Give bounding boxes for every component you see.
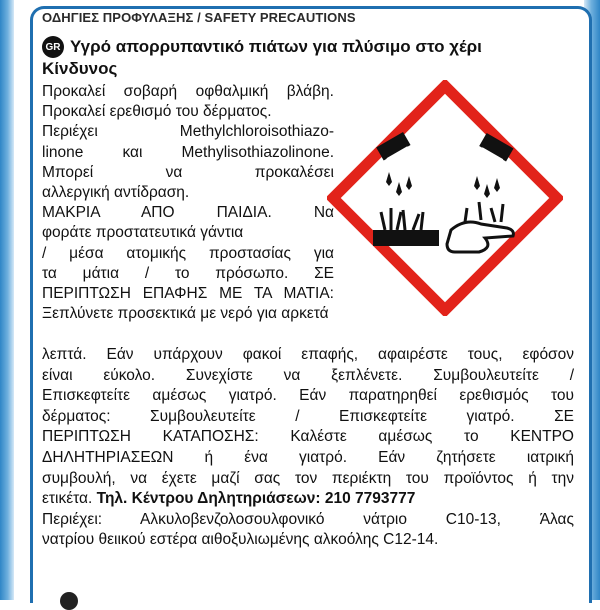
text-line: linone και Methylisothiazolinone. (42, 143, 334, 161)
partial-circle-icon (60, 592, 78, 610)
text-line: ΠΕΡΙΠΤΩΣΗ ΕΠΑΦΗΣ ΜΕ ΤΑ ΜΑΤΙΑ: (42, 285, 334, 303)
text-line: αλλεργική αντίδραση. (42, 184, 190, 202)
text-line: ΠΕΡΙΠΤΩΣΗ ΚΑΤΑΠΟΣΗΣ: Καλέστε αμέσως το ΚΕΝΤΡΟ (42, 428, 574, 446)
left-blue-edge (0, 0, 14, 600)
contents-line: νατρίου θειικού εστέρα αιθοξυλιωμένης αλκοόλης C12-14. (42, 531, 439, 549)
poison-center-line (42, 489, 574, 510)
hazard-text-wide (42, 345, 574, 551)
text-line: δέρματος: Συμβουλευτείτε / Επισκεφτείτε γιατρό. ΣΕ (42, 407, 574, 425)
text-line: Επισκεφτείτε αμέσως γιατρό. Εάν παρατηρηθεί ερεθισμός του (42, 387, 574, 405)
text-line: ΜΑΚΡΙΑ ΑΠΟ ΠΑΙΔΙΑ. Να (42, 204, 334, 222)
text-line: συμβουλή, να έχετε μαζί σας τον περιέκτη του προϊόντος ή την (42, 469, 574, 487)
text-line: Προκαλεί ερεθισμό του δέρματος. (42, 103, 272, 121)
text-line: Περιέχει Methylchloroisothiazo- (42, 123, 334, 141)
ghs05-corrosion-icon (327, 80, 563, 316)
product-title: Υγρό απορρυπαντικό πιάτων για πλύσιμο στο χέρι (70, 37, 482, 56)
product-title-row (42, 36, 572, 58)
text-line: φοράτε προστατευτικά γάντια (42, 224, 244, 242)
section-header: ΟΔΗΓΙΕΣ ΠΡΟΦΥΛΑΞΗΣ / SAFETY PRECAUTIONS (42, 10, 356, 25)
text-line: Ξεπλύνετε προσεκτικά με νερό για αρκετά (42, 305, 329, 323)
signal-word: Κίνδυνος (42, 59, 118, 78)
gr-language-badge: GR (42, 36, 64, 58)
text-line: λεπτά. Εάν υπάρχουν φακοί επαφής, αφαιρέστε τους, εφόσον (42, 346, 574, 363)
phone-prefix: ετικέτα. (42, 490, 93, 508)
text-line: ΔΗΛΗΤΗΡΙΑΣΕΩΝ ή ένα γιατρό. Εάν ζητήσετε ιατρική (42, 448, 574, 466)
text-line: Μπορεί να προκαλέσει (42, 163, 334, 181)
text-line: / μέσα ατομικής προστασίας για (42, 244, 334, 262)
text-line: Προκαλεί σοβαρή οφθαλμική βλάβη. (42, 83, 334, 100)
poison-center-label: Τηλ. Κέντρου Δηλητηριάσεων: (96, 490, 321, 508)
text-line: είναι εύκολο. Συνεχίστε να ξεπλένετε. Συμβουλευτείτε / (42, 366, 574, 384)
poison-center-number: 210 7793777 (324, 490, 416, 508)
hazard-text-narrow (42, 82, 334, 324)
contents-line: Περιέχει: Αλκυλοβενζολοσουλφονικό νάτριο C10-13, Άλας (42, 510, 574, 528)
text-line: τα μάτια / το πρόσωπο. ΣΕ (42, 264, 334, 282)
